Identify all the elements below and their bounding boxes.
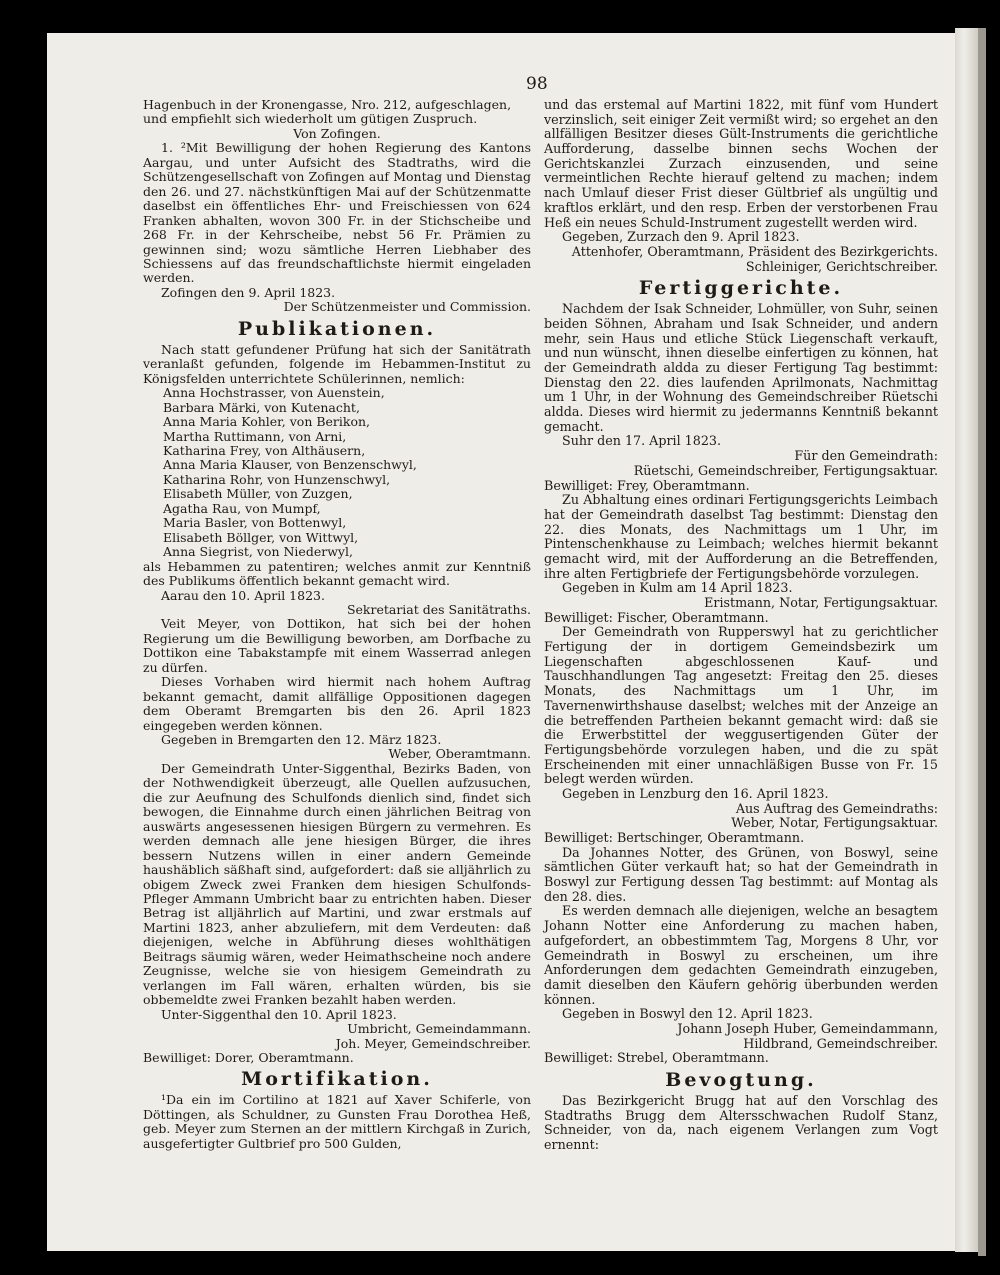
- list-item: Elisabeth Müller, von Zuzgen,: [163, 486, 353, 502]
- siggenthal-signature-1: Umbricht, Gemeindammann.: [347, 1021, 531, 1037]
- boswyl-signature-2: Hildbrand, Gemeindschreiber.: [743, 1035, 938, 1051]
- list-item: Anna Siegrist, von Niederwyl,: [163, 544, 353, 560]
- siggenthal-date: Unter-Siggenthal den 10. April 1823.: [161, 1006, 397, 1022]
- list-item: Martha Ruttimann, von Arni,: [163, 428, 347, 444]
- zofingen-heading: Von Zofingen.: [293, 125, 381, 141]
- rupperswyl-date: Gegeben in Lenzburg den 16. April 1823.: [562, 785, 829, 801]
- siggenthal-signature-2: Joh. Meyer, Gemeindschreiber.: [335, 1035, 531, 1051]
- suhr-signature: Rüetschi, Gemeindschreiber, Fertigungsaktuar.: [633, 462, 938, 478]
- fertiggerichte-heading: Fertiggerichte.: [638, 277, 844, 300]
- page-spine: [955, 28, 978, 1252]
- suhr-approved: Bewilliget: Frey, Oberamtmann.: [544, 477, 750, 493]
- left-column: [143, 98, 531, 1151]
- mortifikation-text: ¹Da ein im Cortilino at 1821 auf Xaver Schiferle, von Döttingen, als Schuldner, zu Gunsten Frau Dorothea Heß, geb. Meyer zum Sternen an der mittlern Kirchgaß in Zurich, ausgefertigter Gultbrief pro 500 Gulden,: [143, 1092, 531, 1151]
- list-item: Barbara Märki, von Kutenacht,: [163, 399, 360, 415]
- zofingen-date: Zofingen den 9. April 1823.: [161, 284, 336, 300]
- page-edge: [978, 28, 986, 1256]
- list-item: Anna Maria Klauser, von Benzenschwyl,: [163, 457, 417, 473]
- meyer-date: Gegeben in Bremgarten den 12. März 1823.: [161, 732, 442, 748]
- boswyl-date: Gegeben in Boswyl den 12. April 1823.: [562, 1006, 813, 1022]
- bevogtung-heading: Bevogtung.: [665, 1069, 817, 1091]
- mortifikation-date: Gegeben, Zurzach den 9. April 1823.: [562, 229, 800, 245]
- zofingen-signature: Der Schützenmeister und Commission.: [283, 299, 531, 315]
- rupperswyl-text: Der Gemeindrath von Rupperswyl hat zu gerichtlicher Fertigung der in dortigem Gemeindsbezirk um Liegenschaften abgeschlossenen Kauf- und Tauschhandlungen Tag angesetzt: Freitag den 25. dieses Monats, des Nachmittags um 1 Uhr, im Tavernenwirthshause daselbst; welches mit der Anzeige an die betreffenden Partheien bekannt gemacht wird: daß sie die Erwerbstittel der weggusertigenden Güter der Fertigungsbehörde vorzulegen haben, und die zu spät Erscheinenden mit einer unnachläßigen Busse von Fr. 15 belegt werden würden.: [544, 624, 938, 787]
- rupperswyl-signature: Weber, Notar, Fertigungsaktuar.: [731, 815, 938, 831]
- list-item: Maria Basler, von Bottenwyl,: [163, 515, 347, 531]
- publikationen-date: Aarau den 10. April 1823.: [161, 587, 325, 603]
- publikationen-closing: als Hebammen zu patentiren; welches anmit zur Kenntniß des Publikums öffentlich bekannt gemacht wird.: [143, 558, 531, 589]
- meyer-signature: Weber, Oberamtmann.: [388, 746, 531, 762]
- list-item: Katharina Rohr, von Hunzenschwyl,: [163, 471, 391, 487]
- intro-line-2: und empfiehlt sich wiederholt um gütigen Zuspruch.: [143, 111, 478, 127]
- suhr-text: Nachdem der Isak Schneider, Lohmüller, von Suhr, seinen beiden Söhnen, Abraham und Isak Schneider, und andern mehr, sein Haus und etliche Stück Liegenschaft verkauft, und nun wünscht, ihnen dieselbe einfertigen zu können, hat der Gemeindrath aldda zu dieser Fertigung Tag bestimmt: Dienstag den 22. dies laufenden Aprilmonats, Nachmittag um 1 Uhr, in der Wohnung des Gemeindschreiber Rüetschi aldda. Dieses wird hiermit zu jedermanns Kenntniß bekannt gemacht.: [544, 301, 938, 434]
- boswyl-text: Da Johannes Notter, des Grünen, von Boswyl, seine sämtlichen Güter verkauft hat; so hat der Gemeindrath in Boswyl zur Fertigung dessen Tag bestimmt: auf Montag als den 28. dies.: [544, 844, 938, 904]
- list-item: Katharina Frey, von Althäusern,: [163, 442, 366, 458]
- bevogtung-text: Das Bezirkgericht Brugg hat auf den Vorschlag des Stadtraths Brugg dem Altersschwachen Rudolf Stanz, Schneider, von da, nach eigenem Verlangen zum Vogt ernennt:: [544, 1093, 938, 1153]
- mortifikation-signature-2: Schleiniger, Gerichtschreiber.: [745, 258, 938, 274]
- list-item: Anna Hochstrasser, von Auenstein,: [163, 385, 385, 401]
- siggenthal-text: Der Gemeindrath Unter-Siggenthal, Bezirks Baden, von der Nothwendigkeit überzeugt, alle Quellen aufzusuchen, die zur Aeufnung des Schulfonds dienlich sind, findet sich bewogen, die Einnahme durch einen jährlichen Beitrag von auswärts angesessenen hiesigen Bürgern zu vermehren. Es werden demnach alle jene hiesigen Bürger, die ihres bessern Nutzens willen in einer andern Gemeinde haushäblich säßhaft sind, aufgefordert: daß sie alljährlich zu obigem Zweck zwei Franken dem hiesigen Schulfonds-Pfleger Ammann Umbricht baar zu entrichten haben. Dieser Betrag ist alljährlich auf Martini, und zwar erstmals auf Martini 1823, anher abzuliefern, mit dem Verdeuten: daß diejenigen, welche in Abführung dieses wohlthätigen Beitrags säumig wären, weder Heimathscheine noch andere Zeugnisse, welche sie von hiesigem Gemeindrath zu verlangen im Fall wären, erhalten würden, bis sie obbemeldte zwei Franken bezahlt haben werden.: [143, 760, 531, 1008]
- intro-line-1: Hagenbuch in der Kronengasse, Nro. 212, aufgeschlagen,: [143, 97, 512, 112]
- list-item: Anna Maria Kohler, von Berikon,: [163, 414, 371, 430]
- leimbach-text: Zu Abhaltung eines ordinari Fertigungsgerichts Leimbach hat der Gemeindrath daselbst Tag bestimmt: Dienstag den 22. dies Monats, des Nachmittags um 1 Uhr, im Pintenschenkhause zu Leimbach; welches hiermit bekannt gemacht wird, mit der Aufforderung an die Betreffenden, ihre alten Fertigbriefe der Fertigungsbehörde vorzulegen.: [544, 492, 938, 581]
- leimbach-signature: Eristmann, Notar, Fertigungsaktuar.: [704, 595, 938, 610]
- page-number: 98: [526, 74, 548, 94]
- rupperswyl-approved: Bewilliget: Bertschinger, Oberamtmann.: [544, 830, 805, 845]
- list-item: Agatha Rau, von Mumpf,: [163, 500, 321, 516]
- zofingen-text: 1. ²Mit Bewilligung der hohen Regierung des Kantons Aargau, und unter Aufsicht des Stadtraths, wird die Schützengesellschaft von Zofingen auf Montag und Dienstag den 26. und 27. nächstkünftigen Mai auf der Schützenmatte daselbst ein öffentliches Ehr- und Freischiessen von 624 Franken abhalten, wovon 300 Fr. in der Stichscheibe und 268 Fr. in der Kehrscheibe, nebst 56 Fr. Prämien zu gewinnen sind; wozu sämtliche Herren Liebhaber des Schiessens auf das freundschaftlichste hiermit eingeladen werden.: [143, 140, 531, 286]
- mortifikation-signature-1: Attenhofer, Oberamtmann, Präsident des Bezirkgerichts.: [571, 243, 938, 259]
- meyer-text: Veit Meyer, von Dottikon, hat sich bei der hohen Regierung um die Bewilligung beworben, am Dorfbache zu Dottikon eine Tabakstampfe mit einem Wasserrad anlegen zu dürfen.: [143, 616, 531, 675]
- leimbach-date: Gegeben in Kulm am 14 April 1823.: [562, 580, 793, 596]
- siggenthal-approved: Bewilliget: Dorer, Oberamtmann.: [143, 1050, 354, 1065]
- right-column: [544, 98, 938, 1153]
- boswyl-signature-1: Johann Joseph Huber, Gemeindammann,: [677, 1020, 938, 1036]
- publikationen-heading: Publikationen.: [237, 317, 437, 340]
- mortifikation-continued: und das erstemal auf Martini 1822, mit fünf vom Hundert verzinslich, seit einiger Zeit vermißt wird; so ergehet an den allfälligen Besitzer dieses Gült-Instruments die gerichtliche Aufforderung, dasselbe binnen sechs Wochen der Gerichtskanzlei Zurzach einzusenden, und seine vermeintlichen Rechte hierauf geltend zu machen; indem nach Umlauf dieser Frist dieser Gültbrief als ungültig und kraftlos erklärt, und den resp. Erben der verstorbenen Frau Heß ein neues Schuld-Instrument zugestellt werden wird.: [544, 97, 938, 230]
- meyer-text-2: Dieses Vorhaben wird hiermit nach hohem Auftrag bekannt gemacht, damit allfällige Oppositionen dagegen dem Oberamt Bremgarten bis den 26. April 1823 eingegeben werden können.: [143, 674, 531, 733]
- publikationen-text: Nach statt gefundener Prüfung hat sich der Sanitätrath veranlaßt gefunden, folgende im Hebammen-Institut zu Königsfelden unterrichtete Schülerinnen, nemlich:: [143, 341, 531, 386]
- leimbach-approved: Bewilliget: Fischer, Oberamtmann.: [544, 609, 769, 625]
- suhr-for: Für den Gemeindrath:: [794, 448, 938, 464]
- boswyl-text-2: Es werden demnach alle diejenigen, welche an besagtem Johann Notter eine Anforderung zu machen haben, aufgefordert, an obbestimmtem Tag, Morgens 8 Uhr, vor Gemeindrath in Boswyl zu erscheinen, um ihre Anforderungen dem gedachten Gemeindrath einzugeben, damit dieselben den Käufern gehörig überbunden werden können.: [544, 903, 938, 1007]
- rupperswyl-for: Aus Auftrag des Gemeindraths:: [735, 800, 938, 816]
- publikationen-signature: Sekretariat des Sanitätraths.: [346, 601, 531, 617]
- list-item: Elisabeth Böllger, von Wittwyl,: [163, 529, 359, 545]
- boswyl-approved: Bewilliget: Strebel, Oberamtmann.: [544, 1050, 769, 1066]
- mortifikation-heading: Mortifikation.: [241, 1068, 433, 1091]
- midwife-list: [163, 386, 531, 559]
- suhr-date: Suhr den 17. April 1823.: [562, 433, 721, 449]
